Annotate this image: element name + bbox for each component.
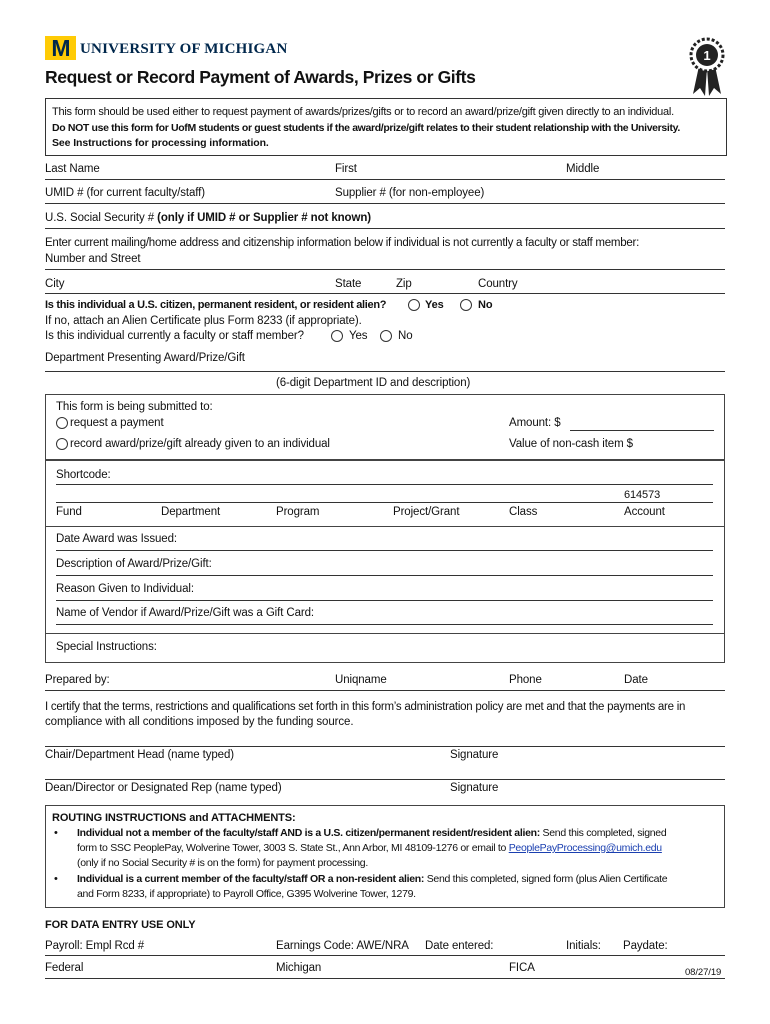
- ssn-label: [45, 211, 371, 225]
- svg-text:1: 1: [703, 48, 711, 63]
- citizen-question: Is this individual a U.S. citizen, permanent resident, or resident alien?: [45, 299, 387, 311]
- alien-note: If no, attach an Alien Certificate plus Form 8233 (if appropriate).: [45, 315, 362, 327]
- account-value: 614573: [624, 489, 661, 501]
- payroll-label: Payroll: Empl Rcd #: [45, 940, 145, 952]
- last-name-label: Last Name: [45, 163, 100, 175]
- faculty-no-label: No: [398, 330, 413, 342]
- class-label: Class: [509, 506, 538, 518]
- special-instructions-label: Special Instructions:: [56, 641, 157, 653]
- routing-item-2-action: Send this completed, signed form (plus Alien Certificate: [424, 873, 668, 885]
- umid-field-line[interactable]: [45, 203, 725, 204]
- name-field-line[interactable]: [45, 179, 725, 180]
- number-street-label: Number and Street: [45, 253, 141, 265]
- fica-label: FICA: [509, 962, 535, 974]
- reason-label: Reason Given to Individual:: [56, 583, 194, 595]
- record-award-radio[interactable]: [56, 438, 68, 450]
- umid-label: UMID # (for current faculty/staff): [45, 187, 205, 199]
- request-payment-radio[interactable]: [56, 417, 68, 429]
- reason-line[interactable]: [56, 600, 713, 601]
- citizen-no-radio[interactable]: [460, 299, 472, 311]
- first-name-label: First: [335, 163, 357, 175]
- address-instructions: Enter current mailing/home address and citizenship information below if individual is not currently a faculty or staff member:: [45, 237, 640, 249]
- program-label: Program: [276, 506, 320, 518]
- dean-label: Dean/Director or Designated Rep (name typed): [45, 782, 282, 794]
- routing-item-2-line-1: [77, 872, 667, 886]
- form-revision-date: 08/27/19: [685, 967, 722, 978]
- shortcode-box: [45, 459, 725, 527]
- record-award-label: record award/prize/gift already given to an individual: [70, 438, 330, 450]
- shortcode-label: Shortcode:: [56, 469, 111, 481]
- routing-bullet-2: •: [54, 873, 58, 885]
- routing-item-1-condition: Individual not a member of the faculty/staff AND is a U.S. citizen/permanent resident/resident alien:: [77, 827, 540, 839]
- street-field-line[interactable]: [45, 269, 725, 270]
- form-title: Request or Record Payment of Awards, Prizes or Gifts: [45, 67, 476, 87]
- routing-item-1-address: form to SSC PeoplePay, Wolverine Tower, 3003 S. State St., Ann Arbor, MI 48109-1276 or email to: [77, 842, 509, 854]
- date-entered-label: Date entered:: [425, 940, 494, 952]
- routing-item-2-condition: Individual is a current member of the faculty/staff OR a non-resident alien:: [77, 873, 425, 885]
- data-entry-line-2[interactable]: [45, 978, 725, 979]
- michigan-label: Michigan: [276, 962, 322, 974]
- zip-label: Zip: [396, 278, 412, 290]
- intro-line-2: Do NOT use this form for UofM students or guest students if the award/prize/gift relates to their student relationship with the University.: [52, 122, 680, 134]
- signature-2-label: Signature: [450, 782, 499, 794]
- amount-field-line[interactable]: [570, 430, 714, 431]
- dept-field-line[interactable]: [45, 371, 725, 372]
- initials-label: Initials:: [566, 940, 601, 952]
- certify-line-2: compliance with all conditions imposed by the funding source.: [45, 716, 354, 728]
- noncash-label: Value of non-cash item $: [509, 438, 633, 450]
- submitted-to-label: This form is being submitted to:: [56, 401, 213, 413]
- shortcode-field-line[interactable]: [56, 484, 713, 485]
- state-label: State: [335, 278, 362, 290]
- uniqname-label: Uniqname: [335, 674, 387, 686]
- university-name: UNIVERSITY OF MICHIGAN: [80, 41, 288, 57]
- routing-item-2-line-2: and Form 8233, if appropriate) to Payroll Office, G395 Wolverine Tower, 1279.: [77, 888, 416, 900]
- routing-title: ROUTING INSTRUCTIONS and ATTACHMENTS:: [52, 812, 296, 824]
- city-label: City: [45, 278, 65, 290]
- vendor-label: Name of Vendor if Award/Prize/Gift was a Gift Card:: [56, 607, 315, 619]
- dean-signature-line[interactable]: [45, 779, 725, 780]
- chair-signature-line[interactable]: [45, 746, 725, 747]
- dept-id-note: (6-digit Department ID and description): [276, 377, 471, 389]
- prepared-by-line[interactable]: [45, 690, 725, 691]
- ssn-label-condition: (only if UMID # or Supplier # not known): [157, 212, 371, 224]
- chartfield-line[interactable]: [56, 502, 713, 503]
- citizen-no-label: No: [478, 299, 493, 311]
- ssn-field-line[interactable]: [45, 228, 725, 229]
- signature-1-label: Signature: [450, 749, 499, 761]
- faculty-no-radio[interactable]: [380, 330, 392, 342]
- chair-label: Chair/Department Head (name typed): [45, 749, 234, 761]
- description-label: Description of Award/Prize/Gift:: [56, 558, 212, 570]
- routing-item-1-action: Send this completed, signed: [539, 827, 667, 839]
- date-issued-line[interactable]: [56, 550, 713, 551]
- ssn-label-text: U.S. Social Security #: [45, 212, 158, 224]
- city-field-line[interactable]: [45, 293, 725, 294]
- earnings-code-label: Earnings Code: AWE/NRA: [276, 940, 409, 952]
- date-issued-label: Date Award was Issued:: [56, 533, 177, 545]
- amount-label: Amount: $: [509, 417, 561, 429]
- date-label: Date: [624, 674, 648, 686]
- supplier-label: Supplier # (for non-employee): [335, 187, 485, 199]
- award-ribbon-icon: [686, 36, 728, 98]
- routing-bullet-1: •: [54, 827, 58, 839]
- paydate-label: Paydate:: [623, 940, 668, 952]
- routing-item-1-line-2: [77, 841, 662, 855]
- vendor-line[interactable]: [56, 624, 713, 625]
- certify-line-1: I certify that the terms, restrictions and qualifications set forth in this form’s administration policy are met and that the payments are in: [45, 701, 686, 713]
- department-label: Department: [161, 506, 221, 518]
- intro-line-3: See Instructions for processing information.: [52, 137, 269, 149]
- block-m-icon: M: [45, 36, 76, 60]
- peoplepay-email-link[interactable]: PeoplePayProcessing@umich.edu: [508, 842, 662, 854]
- data-entry-title: FOR DATA ENTRY USE ONLY: [45, 919, 196, 931]
- faculty-yes-radio[interactable]: [331, 330, 343, 342]
- routing-item-1-line-3: (only if no Social Security # is on the form) for payment processing.: [77, 857, 368, 869]
- citizen-yes-radio[interactable]: [408, 299, 420, 311]
- routing-item-1-line-1: [77, 826, 666, 840]
- intro-line-1: This form should be used either to request payment of awards/prizes/gifts or to record an award/prize/gift given directly to an individual.: [52, 106, 674, 118]
- account-label: Account: [624, 506, 665, 518]
- citizen-yes-label: Yes: [425, 299, 444, 311]
- description-line[interactable]: [56, 575, 713, 576]
- project-grant-label: Project/Grant: [393, 506, 460, 518]
- phone-label: Phone: [509, 674, 542, 686]
- faculty-yes-label: Yes: [349, 330, 368, 342]
- country-label: Country: [478, 278, 518, 290]
- data-entry-line-1[interactable]: [45, 955, 725, 956]
- fund-label: Fund: [56, 506, 82, 518]
- prepared-by-label: Prepared by:: [45, 674, 110, 686]
- dept-presenting-label: Department Presenting Award/Prize/Gift: [45, 352, 245, 364]
- federal-label: Federal: [45, 962, 84, 974]
- middle-name-label: Middle: [566, 163, 600, 175]
- request-payment-label: request a payment: [70, 417, 164, 429]
- faculty-question: Is this individual currently a faculty or staff member?: [45, 330, 304, 342]
